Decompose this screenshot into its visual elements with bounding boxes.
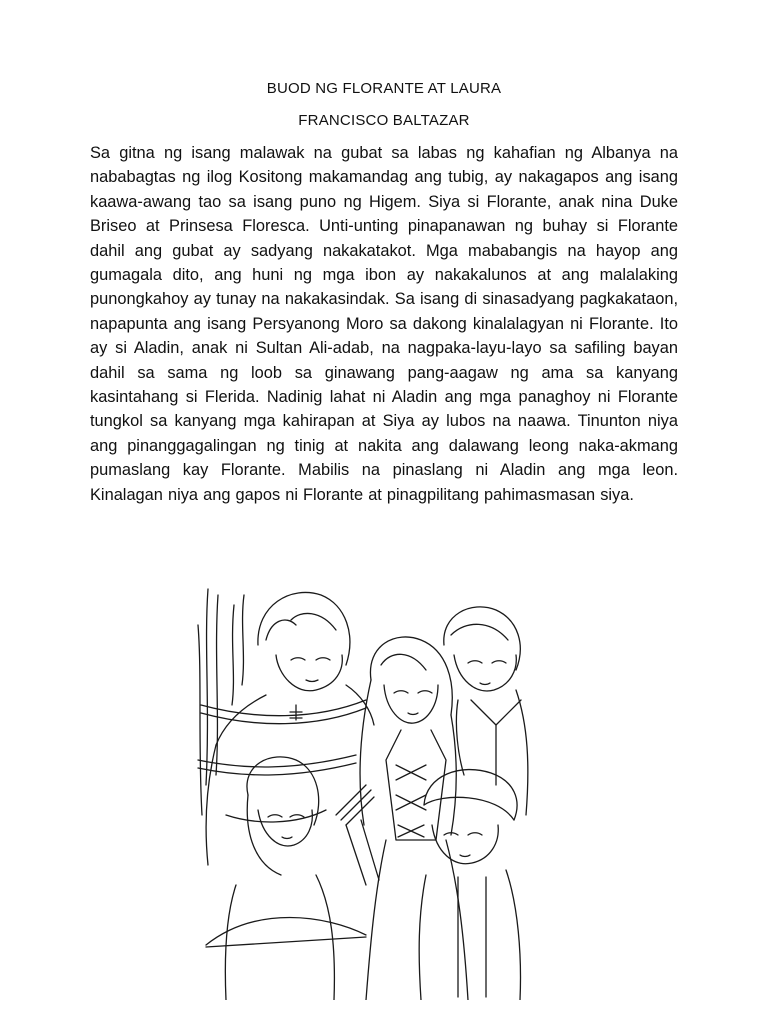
document-title: BUOD NG FLORANTE AT LAURA bbox=[266, 80, 502, 97]
document-author: FRANCISCO BALTAZAR bbox=[298, 112, 470, 129]
summary-paragraph: Sa gitna ng isang malawak na gubat sa labas ng kahafian ng Albanya na nababagtas ng ilog Kositong makamandag ang tubig, ay nakagapos ang isang kaawa-awang tao sa isang puno ng Higem. Siya si Florante, anak nina Duke Briseo at Prinsesa Floresca. Unti-unting pinapanawan ng buhay si Florante dahil ang gubat ay sadyang nakakatakot. Mga mababangis na hayop ang gumagala dito, ang huni ng mga ibon ay nakakalunos at ang malalaking punongkahoy ay tunay na nakakasindak. Sa isang di sinasadyang pagkakataon, napapunta ang isang Persyanong Moro sa dakong kinalalagyan ni Florante. Ito ay si Aladin, anak ni Sultan Ali-adab, na nagpaka-layu-layo sa safiling bayan dahil sa sama ng loob sa ginawang pang-aagaw ng ama sa kanyang kasintahang si Flerida. Nadinig lahat ni Aladin ang mga panaghoy ni Florante tungkol sa kanyang mga kahirapan at Siya ay lubos na naawa. Tinunton niya ang pinanggagalingan ng tinig at nakita ang dalawang leong naka-akmang pumaslang kay Florante. Mabilis na pinaslang ni Aladin ang mga leon. Kinalagan niya ang gapos ni Florante at pinagpilitang pahimasmasan siya. bbox=[90, 144, 678, 504]
character-illustration bbox=[196, 585, 532, 1000]
